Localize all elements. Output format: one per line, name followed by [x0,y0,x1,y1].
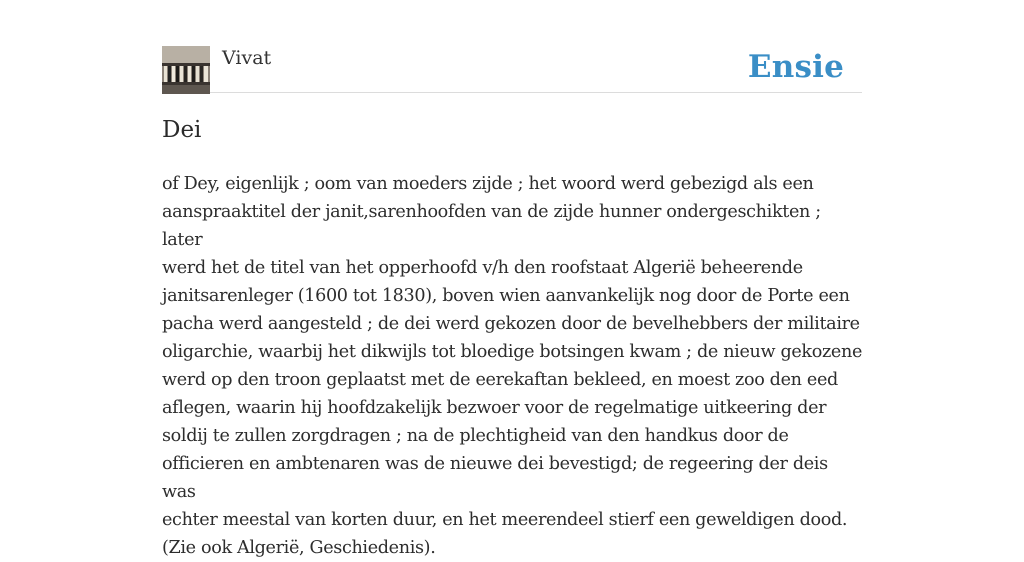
article-body: of Dey, eigenlijk ; oom van moeders zijde ; het woord werd gebezigd als een aanspraaktitel der janit,sarenhoofden van de zijde hunner ondergeschikten ; later werd het de titel van het opperhoofd v/h den roofstaat Algerië beheerende janitsarenleger (1600 tot 1830), boven wien aanvankelijk nog door de Porte een pacha werd aangesteld ; de dei werd gekozen door de bevelhebbers der militaire oligarchie, waarbij het dikwijls tot bloedige botsingen kwam ; de nieuw gekozene werd op den troon geplaatst met de eerekaftan bekleed, en moest zoo den eed aflegen, waarin hij hoofdzakelijk bezwoer voor de regelmatige uitkeering der soldij te zullen zorgdragen ; na de plechtigheid van den handkus door de officieren en ambtenaren was de nieuwe dei bevestigd; de regeering der deis was echter meestal van korten duur, en het meerendeel stierf een geweldigen dood. (Zie ook Algerië, Geschiedenis). [162,174,863,558]
brand-logo[interactable]: Ensie [747,49,844,85]
article-card [162,46,862,562]
bookshelf-icon[interactable] [162,46,210,94]
article-title: Dei [162,117,202,143]
article-header [162,46,862,93]
source-name[interactable]: Vivat [222,47,272,69]
